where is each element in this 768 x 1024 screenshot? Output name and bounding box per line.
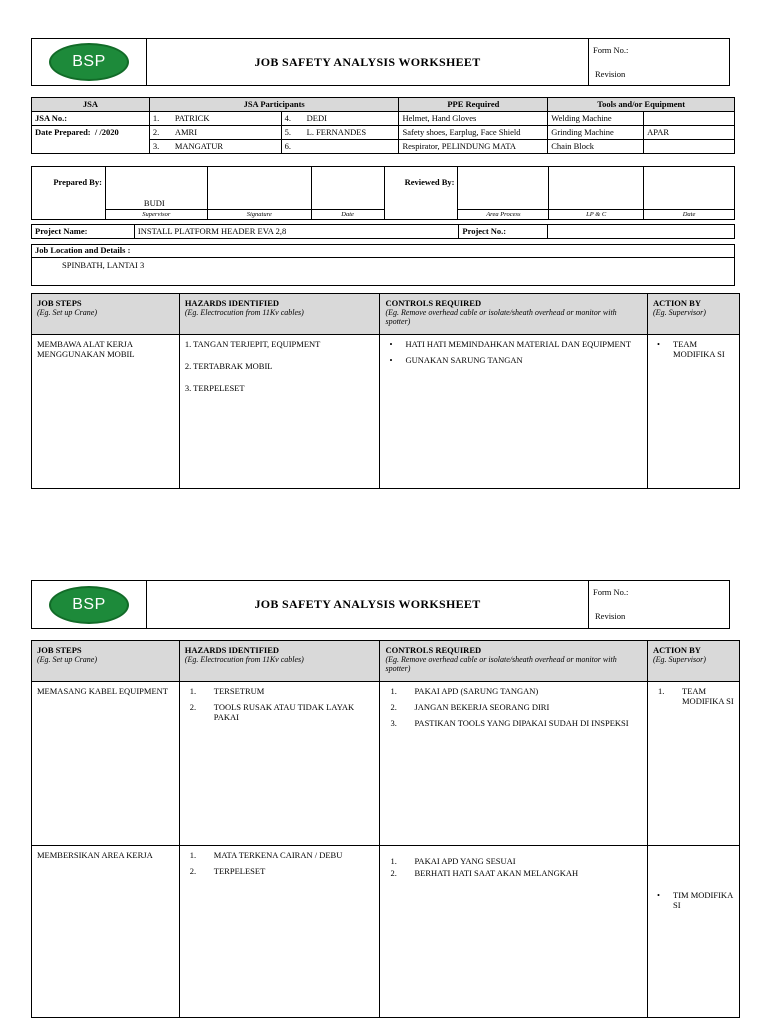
- ppe-item: Safety shoes, Earplug, Face Shield: [399, 126, 548, 140]
- participant-5: 5. L. FERNANDES: [281, 126, 399, 140]
- tools-header: Tools and/or Equipment: [548, 98, 735, 112]
- page1-header: [31, 38, 730, 86]
- controls-cell: [380, 682, 648, 846]
- logo-cell: [32, 39, 147, 85]
- hazard-item: 1. TERSETRUM: [189, 686, 265, 696]
- area-process-cell: [458, 167, 549, 210]
- review-date-cell: [644, 167, 735, 210]
- jsa-info-table: [31, 97, 735, 154]
- hazard-item: 1. MATA TERKENA CAIRAN / DEBU: [189, 850, 343, 860]
- control-item: 3. PASTIKAN TOOLS YANG DIPAKAI SUDAH DI INSPEKSI: [390, 718, 629, 728]
- project-no-value: [548, 225, 735, 239]
- col-steps-header: JOB STEPS (Eg. Set up Crane): [32, 294, 180, 335]
- sub-label-area-process: Area Process: [458, 210, 549, 220]
- participant-6: 6.: [281, 140, 399, 154]
- col-hazards-header: HAZARDS IDENTIFIED (Eg. Electrocution from 11Kv cables): [179, 641, 380, 682]
- ppe-header: PPE Required: [399, 98, 548, 112]
- table-row: [32, 846, 740, 1018]
- sub-label-review-date: Date: [644, 210, 735, 220]
- date-prepared: Date Prepared: / /2020: [32, 126, 150, 154]
- job-location-value: SPINBATH, LANTAI 3: [62, 260, 145, 270]
- tool-item: [644, 140, 735, 154]
- steps-table-page1: [31, 293, 740, 489]
- job-location-box: [31, 244, 735, 286]
- participants-header: JSA Participants: [149, 98, 399, 112]
- hazard-item: 1. TANGAN TERJEPIT, EQUIPMENT: [184, 339, 321, 349]
- form-no-label: Form No.:: [593, 587, 629, 597]
- action-cell: [648, 335, 740, 489]
- hazard-item: 3. TERPELESET: [184, 383, 245, 393]
- prepared-by-label: Prepared By:: [32, 167, 106, 220]
- project-table: [31, 224, 735, 239]
- sub-label-lpc: LP & C: [549, 210, 644, 220]
- action-cell: [648, 682, 740, 846]
- form-info: [588, 581, 729, 628]
- participant-2: 2. AMRI: [149, 126, 281, 140]
- hazard-item: 2. TERPELESET: [189, 866, 266, 876]
- control-item: 2. JANGAN BEKERJA SEORANG DIRI: [390, 702, 550, 712]
- prepared-by-name: BUDI: [105, 167, 207, 210]
- bsp-logo: BSP: [49, 586, 129, 624]
- hazards-cell: [179, 682, 380, 846]
- col-steps-header: JOB STEPS (Eg. Set up Crane): [32, 641, 180, 682]
- hazards-cell: [179, 335, 380, 489]
- revision-label: Revision: [595, 611, 626, 621]
- worksheet-title: JOB SAFETY ANALYSIS WORKSHEET: [254, 54, 481, 69]
- control-item: • HATI HATI MEMINDAHKAN MATERIAL DAN EQUIPMENT: [389, 339, 632, 349]
- sub-label-supervisor: Supervisor: [105, 210, 207, 220]
- action-item: • TIM MODIFIKA SI: [657, 890, 733, 910]
- tool-item: APAR: [644, 126, 735, 140]
- jsa-no-label: JSA No.:: [32, 112, 150, 126]
- date-cell: [311, 167, 384, 210]
- job-location-label: Job Location and Details :: [32, 245, 734, 258]
- col-hazards-header: HAZARDS IDENTIFIED (Eg. Electrocution from 11Kv cables): [179, 294, 380, 335]
- project-no-label: Project No.:: [459, 225, 548, 239]
- project-name-label: Project Name:: [32, 225, 135, 239]
- table-row: [32, 335, 740, 489]
- job-step: MEMBERSIKAN AREA KERJA: [32, 846, 180, 1018]
- action-item: • TEAM MODIFIKA SI: [657, 339, 725, 359]
- sub-label-signature: Signature: [207, 210, 311, 220]
- col-action-header: ACTION BY (Eg. Supervisor): [648, 641, 740, 682]
- signoff-table: [31, 166, 735, 220]
- tool-item: Welding Machine: [548, 112, 644, 126]
- tool-item: Chain Block: [548, 140, 644, 154]
- control-item: 1. PAKAI APD YANG SESUAI: [390, 856, 516, 866]
- participant-3: 3. MANGATUR: [149, 140, 281, 154]
- signature-cell: [207, 167, 311, 210]
- tool-item: Grinding Machine: [548, 126, 644, 140]
- worksheet-title: JOB SAFETY ANALYSIS WORKSHEET: [254, 597, 481, 611]
- lpc-cell: [549, 167, 644, 210]
- action-item: 1. TEAM MODIFIKA SI: [658, 686, 734, 706]
- control-item: 1. PAKAI APD (SARUNG TANGAN): [390, 686, 539, 696]
- ppe-item: Helmet, Hand Gloves: [399, 112, 548, 126]
- logo-cell: [32, 581, 147, 628]
- hazards-cell: [179, 846, 380, 1018]
- bsp-logo: BSP: [49, 43, 129, 81]
- controls-cell: [380, 846, 648, 1018]
- hazard-item: 2. TERTABRAK MOBIL: [184, 361, 273, 371]
- sub-label-date: Date: [311, 210, 384, 220]
- col-controls-header: CONTROLS REQUIRED (Eg. Remove overhead cable or isolate/sheath overhead or monitor with spotter): [380, 641, 648, 682]
- ppe-item: Respirator, PELINDUNG MATA: [399, 140, 548, 154]
- hazard-item: 2. TOOLS RUSAK ATAU TIDAK LAYAK PAKAI: [189, 702, 355, 722]
- steps-table-page2: [31, 640, 740, 1018]
- reviewed-by-label: Reviewed By:: [384, 167, 458, 220]
- control-item: • GUNAKAN SARUNG TANGAN: [389, 355, 523, 365]
- tool-item: [644, 112, 735, 126]
- participant-1: 1. PATRICK: [149, 112, 281, 126]
- job-step: MEMBAWA ALAT KERJA MENGGUNAKAN MOBIL: [32, 335, 180, 489]
- jsa-header: JSA: [32, 98, 150, 112]
- participant-4: 4. DEDI: [281, 112, 399, 126]
- form-info: [588, 39, 729, 85]
- col-controls-header: CONTROLS REQUIRED (Eg. Remove overhead cable or isolate/sheath overhead or monitor with spotter): [380, 294, 648, 335]
- table-row: [32, 682, 740, 846]
- col-action-header: ACTION BY (Eg. Supervisor): [648, 294, 740, 335]
- project-name-value: INSTALL PLATFORM HEADER EVA 2,8: [134, 225, 459, 239]
- controls-cell: [380, 335, 648, 489]
- job-step: MEMASANG KABEL EQUIPMENT: [32, 682, 180, 846]
- form-no-label: Form No.:: [593, 45, 629, 55]
- revision-label: Revision: [595, 69, 626, 79]
- control-item: 2. BERHATI HATI SAAT AKAN MELANGKAH: [390, 868, 579, 878]
- action-cell: [648, 846, 740, 1018]
- page2-header: [31, 580, 730, 629]
